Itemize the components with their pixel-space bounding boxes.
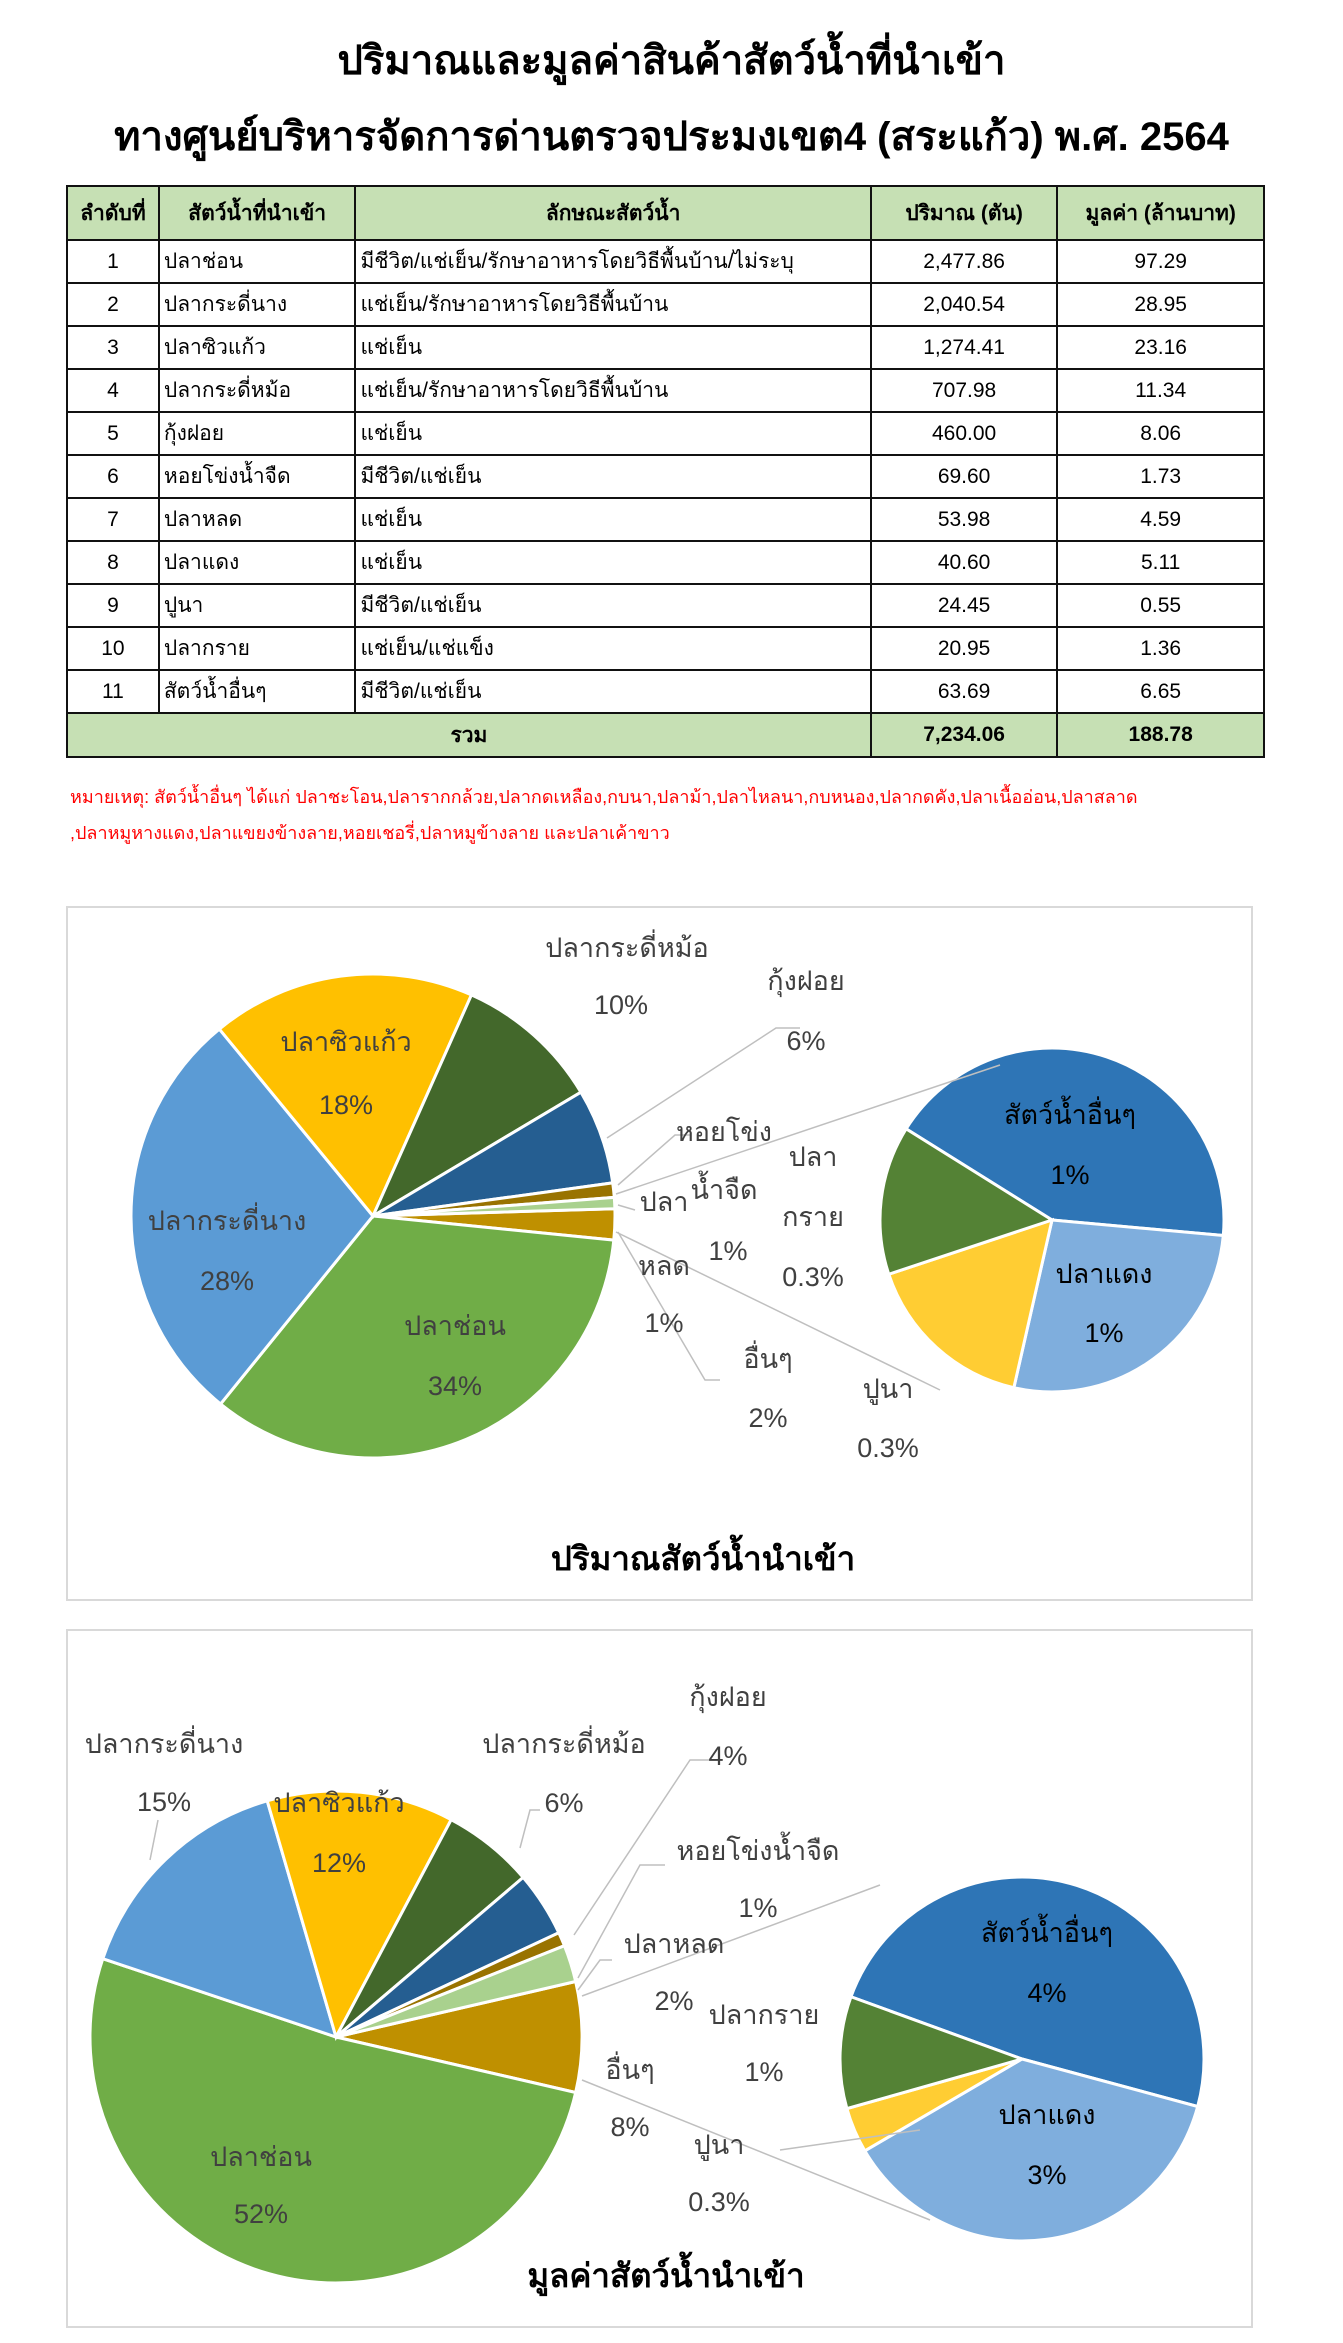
data-label-pct: 1% bbox=[708, 1236, 748, 1266]
row-index: 8 bbox=[67, 541, 159, 584]
data-label: หอยโข่งน้ำจืด bbox=[676, 1836, 840, 1866]
header-type: ลักษณะสัตว์น้ำ bbox=[355, 186, 870, 240]
row-index: 1 bbox=[67, 240, 159, 283]
data-label-pct: 1% bbox=[644, 1308, 684, 1338]
row-quantity: 69.60 bbox=[871, 455, 1058, 498]
row-value: 5.11 bbox=[1057, 541, 1264, 584]
data-label-pct: 6% bbox=[786, 1026, 826, 1056]
data-label-pct: 0.3% bbox=[782, 1262, 844, 1292]
chart-title: ปริมาณสัตว์น้ำนำเข้า bbox=[550, 1540, 856, 1577]
row-species: สัตว์น้ำอื่นๆ bbox=[159, 670, 356, 713]
row-quantity: 40.60 bbox=[871, 541, 1058, 584]
header-species: สัตว์น้ำที่นำเข้า bbox=[159, 186, 356, 240]
data-label: ปลากระดี่หม้อ bbox=[545, 933, 709, 963]
row-type: แช่เย็น bbox=[355, 498, 870, 541]
row-species: ปูนา bbox=[159, 584, 356, 627]
row-quantity: 63.69 bbox=[871, 670, 1058, 713]
row-value: 1.73 bbox=[1057, 455, 1264, 498]
row-index: 6 bbox=[67, 455, 159, 498]
header-index: ลำดับที่ bbox=[67, 186, 159, 240]
data-label-pct: 34% bbox=[427, 1371, 483, 1401]
data-label: ปลาแดง bbox=[1055, 1259, 1153, 1289]
total-label: รวม bbox=[67, 713, 871, 757]
data-label-pct: 0.3% bbox=[857, 1433, 919, 1463]
row-species: กุ้งฝอย bbox=[159, 412, 356, 455]
row-index: 3 bbox=[67, 326, 159, 369]
data-label-pct: 8% bbox=[610, 2112, 650, 2142]
data-label-pct: 15% bbox=[136, 1787, 192, 1817]
row-type: แช่เย็น/รักษาอาหารโดยวิธีพื้นบ้าน bbox=[355, 369, 870, 412]
row-type: แช่เย็น/รักษาอาหารโดยวิธีพื้นบ้าน bbox=[355, 283, 870, 326]
data-label-pct: 10% bbox=[593, 990, 649, 1020]
data-label-pct: 1% bbox=[738, 1893, 778, 1923]
data-label-pct: 1% bbox=[744, 2057, 784, 2087]
row-species: ปลาซิวแก้ว bbox=[159, 326, 356, 369]
data-label-pct: 12% bbox=[311, 1848, 367, 1878]
data-label: ปลา bbox=[788, 1142, 838, 1172]
header-quantity: ปริมาณ (ตัน) bbox=[871, 186, 1058, 240]
row-value: 23.16 bbox=[1057, 326, 1264, 369]
row-value: 28.95 bbox=[1057, 283, 1264, 326]
note-line1: หมายเหตุ: สัตว์น้ำอื่นๆ ได้แก่ ปลาชะโอน,ปลารากกล้วย,ปลากดเหลือง,กบนา,ปลาม้า,ปลาไหลนา,กบหนอง,ปลากดคัง,ปลาเนื้ออ่อน,ปลาสลาด bbox=[70, 787, 1138, 807]
row-index: 11 bbox=[67, 670, 159, 713]
data-label: ปลากระดี่นาง bbox=[84, 1729, 244, 1759]
row-species: ปลากราย bbox=[159, 627, 356, 670]
row-index: 5 bbox=[67, 412, 159, 455]
row-quantity: 460.00 bbox=[871, 412, 1058, 455]
data-label: ปลา bbox=[639, 1187, 689, 1217]
row-type: มีชีวิต/แช่เย็น bbox=[355, 584, 870, 627]
data-label: น้ำจืด bbox=[690, 1175, 758, 1205]
data-label: สัตว์น้ำอื่นๆ bbox=[1004, 1100, 1136, 1130]
leader-line bbox=[520, 1810, 540, 1848]
row-value: 6.65 bbox=[1057, 670, 1264, 713]
row-species: ปลาช่อน bbox=[159, 240, 356, 283]
data-label-pct: 1% bbox=[1050, 1160, 1090, 1190]
row-species: ปลากระดี่นาง bbox=[159, 283, 356, 326]
row-index: 7 bbox=[67, 498, 159, 541]
row-type: มีชีวิต/แช่เย็น bbox=[355, 670, 870, 713]
data-label-pct: 52% bbox=[233, 2199, 289, 2229]
note-line2: ,ปลาหมูหางแดง,ปลาแขยงข้างลาย,หอยเชอรี่,ปลาหมูข้างลาย และปลาเค้าขาว bbox=[70, 823, 670, 843]
data-label-pct: 1% bbox=[1084, 1318, 1124, 1348]
leader-line bbox=[578, 1960, 612, 1990]
row-type: แช่เย็น bbox=[355, 412, 870, 455]
leader-line bbox=[578, 1865, 665, 1978]
data-label: ปลาช่อน bbox=[404, 1311, 506, 1341]
row-value: 11.34 bbox=[1057, 369, 1264, 412]
total-value: 188.78 bbox=[1057, 713, 1264, 757]
header-value: มูลค่า (ล้านบาท) bbox=[1057, 186, 1264, 240]
row-quantity: 2,040.54 bbox=[871, 283, 1058, 326]
data-label: อื่นๆ bbox=[743, 1344, 793, 1374]
data-label: ปลาช่อน bbox=[210, 2142, 312, 2172]
row-value: 97.29 bbox=[1057, 240, 1264, 283]
data-label-pct: 18% bbox=[318, 1090, 374, 1120]
data-label-pct: 2% bbox=[748, 1403, 788, 1433]
page-title-line1: ปริมาณและมูลค่าสินค้าสัตว์น้ำที่นำเข้า bbox=[337, 39, 1006, 83]
row-species: ปลาหลด bbox=[159, 498, 356, 541]
row-value: 0.55 bbox=[1057, 584, 1264, 627]
leader-line bbox=[150, 1820, 158, 1860]
row-species: ปลาแดง bbox=[159, 541, 356, 584]
row-index: 2 bbox=[67, 283, 159, 326]
row-type: แช่เย็น bbox=[355, 326, 870, 369]
data-label: ปลากราย bbox=[708, 2000, 820, 2030]
data-label: กุ้งฝอย bbox=[767, 966, 845, 996]
leader-line bbox=[618, 1205, 635, 1210]
data-label: ปูนา bbox=[862, 1374, 914, 1404]
row-quantity: 53.98 bbox=[871, 498, 1058, 541]
data-label: ปลาแดง bbox=[998, 2100, 1096, 2130]
data-label-pct: 4% bbox=[708, 1741, 748, 1771]
data-label: กราย bbox=[782, 1202, 844, 1232]
data-label: ปูนา bbox=[693, 2130, 745, 2160]
row-species: หอยโข่งน้ำจืด bbox=[159, 455, 356, 498]
row-type: แช่เย็น bbox=[355, 541, 870, 584]
data-label: หลด bbox=[638, 1251, 690, 1281]
row-quantity: 1,274.41 bbox=[871, 326, 1058, 369]
data-label-pct: 4% bbox=[1027, 1978, 1067, 2008]
data-label: ปลาหลด bbox=[623, 1929, 725, 1959]
row-quantity: 2,477.86 bbox=[871, 240, 1058, 283]
chart-title: มูลค่าสัตว์น้ำนำเข้า bbox=[527, 2257, 805, 2294]
row-type: มีชีวิต/แช่เย็น bbox=[355, 455, 870, 498]
data-label-pct: 0.3% bbox=[688, 2187, 750, 2217]
data-label-pct: 3% bbox=[1027, 2160, 1067, 2190]
row-value: 4.59 bbox=[1057, 498, 1264, 541]
data-label-pct: 28% bbox=[199, 1266, 255, 1296]
data-label: ปลากระดี่หม้อ bbox=[482, 1729, 646, 1759]
data-label: สัตว์น้ำอื่นๆ bbox=[981, 1918, 1113, 1948]
row-index: 9 bbox=[67, 584, 159, 627]
row-quantity: 24.45 bbox=[871, 584, 1058, 627]
data-label: ปลาซิวแก้ว bbox=[273, 1788, 405, 1818]
data-label-pct: 6% bbox=[544, 1788, 584, 1818]
row-type: มีชีวิต/แช่เย็น/รักษาอาหารโดยวิธีพื้นบ้าน/ไม่ระบุ bbox=[355, 240, 870, 283]
data-label: กุ้งฝอย bbox=[689, 1682, 767, 1712]
data-label: ปลากระดี่นาง bbox=[147, 1206, 307, 1236]
data-label: หอยโข่ง bbox=[676, 1117, 772, 1147]
row-quantity: 20.95 bbox=[871, 627, 1058, 670]
data-label: อื่นๆ bbox=[605, 2055, 655, 2085]
row-value: 1.36 bbox=[1057, 627, 1264, 670]
total-quantity: 7,234.06 bbox=[871, 713, 1058, 757]
data-label-pct: 2% bbox=[654, 1986, 694, 2016]
row-index: 10 bbox=[67, 627, 159, 670]
row-quantity: 707.98 bbox=[871, 369, 1058, 412]
row-index: 4 bbox=[67, 369, 159, 412]
row-value: 8.06 bbox=[1057, 412, 1264, 455]
data-label: ปลาซิวแก้ว bbox=[280, 1027, 412, 1057]
page-title-line2: ทางศูนย์บริหารจัดการด่านตรวจประมงเขต4 (สระแก้ว) พ.ศ. 2564 bbox=[114, 115, 1229, 159]
row-species: ปลากระดี่หม้อ bbox=[159, 369, 356, 412]
row-type: แช่เย็น/แช่แข็ง bbox=[355, 627, 870, 670]
